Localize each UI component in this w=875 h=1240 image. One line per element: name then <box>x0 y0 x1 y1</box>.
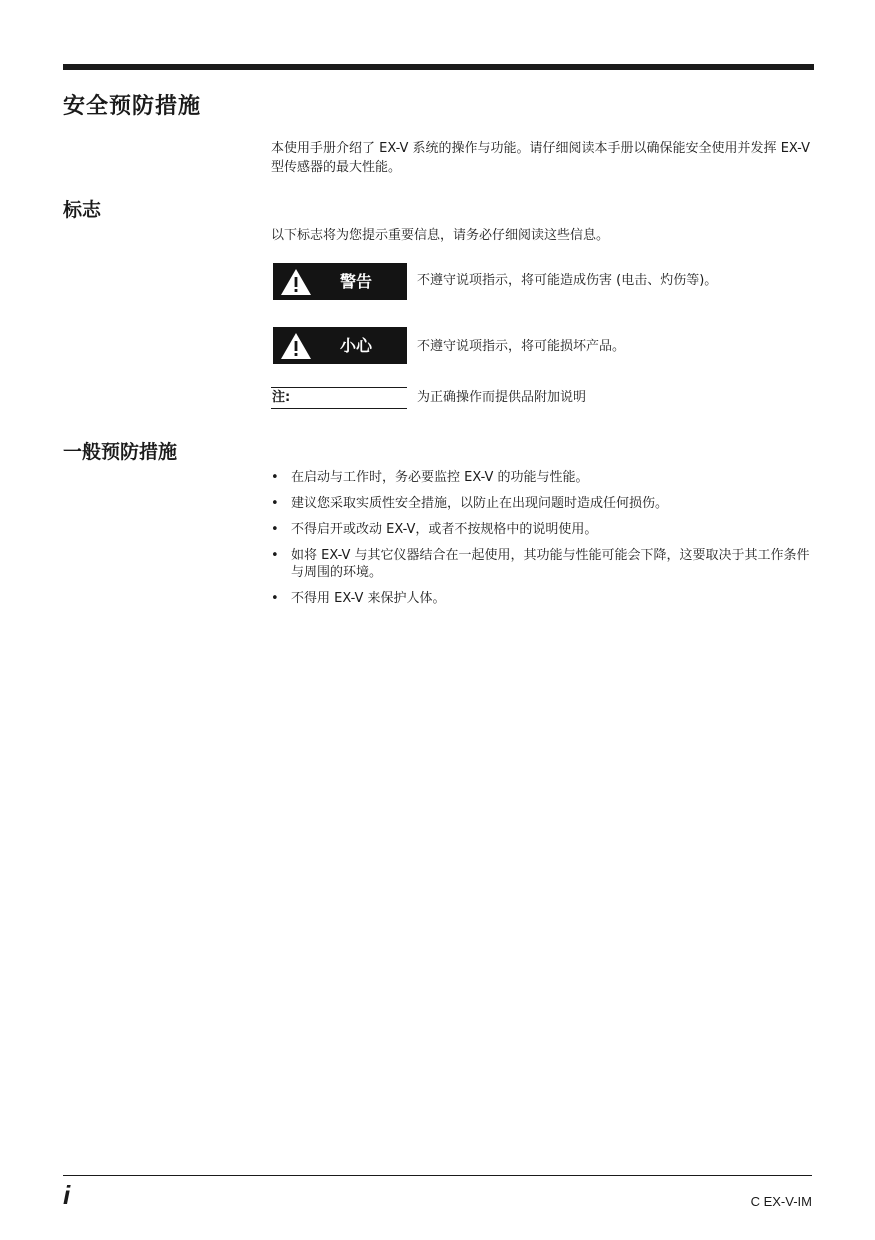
caution-label: 小心 <box>340 336 373 355</box>
caution-sign <box>273 327 407 364</box>
bullet-icon: • <box>271 522 279 537</box>
note-description: 为正确操作而提供品附加说明 <box>417 390 587 405</box>
bullet-icon: • <box>271 470 279 485</box>
intro-paragraph: 本使用手册介绍了 EX-V 系统的操作与功能。请仔细阅读本手册以确保能安全使用并发挥 EX-V 型传感器的最大性能。 <box>271 141 810 175</box>
symbols-heading: 标志 <box>63 199 102 221</box>
bullet-icon: • <box>271 591 279 606</box>
symbols-intro: 以下标志将为您提示重要信息，请务必仔细阅读这些信息。 <box>271 228 610 243</box>
footer-rule <box>63 1175 812 1176</box>
list-item <box>271 521 816 538</box>
list-item-text: 在启动与工作时，务必要监控 EX-V 的功能与性能。 <box>291 470 589 485</box>
note-label: 注: <box>272 390 291 405</box>
list-item-text: 如将 EX-V 与其它仪器结合在一起使用，其功能与性能可能会下降，这要取决于其工作条件与周围的环境。 <box>291 548 810 580</box>
list-item-text: 不得启开或改动 EX-V，或者不按规格中的说明使用。 <box>291 522 598 537</box>
warning-description: 不遵守说项指示，将可能造成伤害 (电击、灼伤等)。 <box>417 273 718 288</box>
list-item <box>271 547 816 581</box>
general-precautions-heading: 一般预防措施 <box>63 441 178 463</box>
bullet-icon: • <box>271 548 279 563</box>
caution-triangle-icon <box>280 332 312 360</box>
page-number: i <box>63 1180 71 1210</box>
document-code: C EX-V-IM <box>750 1194 812 1209</box>
page-title: 安全预防措施 <box>63 94 202 119</box>
warning-sign <box>273 263 407 300</box>
list-item <box>271 590 816 607</box>
warning-label: 警告 <box>340 272 373 291</box>
list-item <box>271 495 816 512</box>
warning-triangle-icon <box>280 268 312 296</box>
precaution-list <box>271 469 816 616</box>
top-rule <box>63 64 814 70</box>
list-item-text: 不得用 EX-V 来保护人体。 <box>291 591 446 606</box>
bullet-icon: • <box>271 496 279 511</box>
list-item <box>271 469 816 486</box>
note-symbol <box>271 387 407 409</box>
list-item-text: 建议您采取实质性安全措施，以防止在出现问题时造成任何损伤。 <box>291 496 669 511</box>
caution-description: 不遵守说项指示，将可能损坏产品。 <box>417 339 626 354</box>
